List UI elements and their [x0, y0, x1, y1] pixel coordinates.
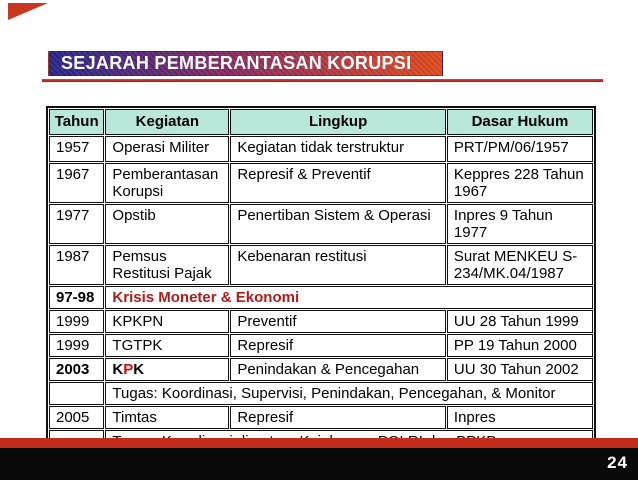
- table-cell: Represif: [230, 334, 446, 357]
- year-cell: 1987: [49, 245, 104, 285]
- table-cell: Inpres 9 Tahun 1977: [447, 204, 593, 244]
- span-cell: Krisis Moneter & Ekonomi: [105, 286, 593, 309]
- footer-bar: [0, 448, 638, 480]
- footer-red-stripe: [0, 438, 638, 448]
- table-row: [49, 163, 593, 203]
- table-cell: KPKPN: [105, 310, 229, 333]
- table-cell: Penertiban Sistem & Operasi: [230, 204, 446, 244]
- year-cell: 1977: [49, 204, 104, 244]
- table-cell: PRT/PM/06/1957: [447, 136, 593, 162]
- cell-text-part: P: [123, 361, 134, 378]
- table-cell: Pemsus Restitusi Pajak: [105, 245, 229, 285]
- table-row: [49, 136, 593, 162]
- table-cell: UU 28 Tahun 1999: [447, 310, 593, 333]
- table-row: [49, 310, 593, 333]
- table-row: [49, 406, 593, 429]
- table-cell: Penindakan & Pencegahan: [230, 358, 446, 381]
- table-row: [49, 245, 593, 285]
- page-number: 24: [607, 453, 628, 472]
- table-cell: Pemberantasan Korupsi: [105, 163, 229, 203]
- year-cell: [49, 382, 104, 405]
- table-cell: Inpres: [447, 406, 593, 429]
- cell-text-part: K: [112, 361, 124, 378]
- table-cell: Preventif: [230, 310, 446, 333]
- year-cell: 1967: [49, 163, 104, 203]
- table-cell: TGTPK: [105, 334, 229, 357]
- table-header-row: [49, 109, 593, 135]
- table-cell: Kegiatan tidak terstruktur: [230, 136, 446, 162]
- column-header: Kegiatan: [105, 109, 229, 135]
- table-row: [49, 334, 593, 357]
- history-table: [46, 106, 596, 456]
- year-cell: 2003: [49, 358, 104, 381]
- page-title: SEJARAH PEMBERANTASAN KORUPSI: [61, 53, 412, 73]
- table-cell: Represif: [230, 406, 446, 429]
- column-header: Dasar Hukum: [447, 109, 593, 135]
- table-row: [49, 382, 593, 405]
- table-cell: Opstib: [105, 204, 229, 244]
- span-cell: Tugas: Koordinasi, Supervisi, Penindakan, Pencegahan, & Monitor: [105, 382, 593, 405]
- table-cell: Operasi Militer: [105, 136, 229, 162]
- column-header: Tahun: [49, 109, 104, 135]
- table-cell: [105, 358, 229, 381]
- year-cell: 1999: [49, 310, 104, 333]
- table-row: [49, 204, 593, 244]
- table-cell: Kebenaran restitusi: [230, 245, 446, 285]
- year-cell: 1999: [49, 334, 104, 357]
- title-underline: [42, 79, 603, 82]
- corner-accent-triangle: [8, 3, 48, 20]
- table-cell: Keppres 228 Tahun 1967: [447, 163, 593, 203]
- table-cell: Surat MENKEU S-234/MK.04/1987: [447, 245, 593, 285]
- table-cell: UU 30 Tahun 2002: [447, 358, 593, 381]
- table-cell: Timtas: [105, 406, 229, 429]
- table-cell: Represif & Preventif: [230, 163, 446, 203]
- cell-text-part: K: [133, 361, 145, 378]
- table-row: [49, 358, 593, 381]
- year-cell: 1957: [49, 136, 104, 162]
- table-cell: PP 19 Tahun 2000: [447, 334, 593, 357]
- table-row: [49, 286, 593, 309]
- slide-title-bar: [48, 51, 443, 76]
- year-cell: 97-98: [49, 286, 104, 309]
- column-header: Lingkup: [230, 109, 446, 135]
- year-cell: 2005: [49, 406, 104, 429]
